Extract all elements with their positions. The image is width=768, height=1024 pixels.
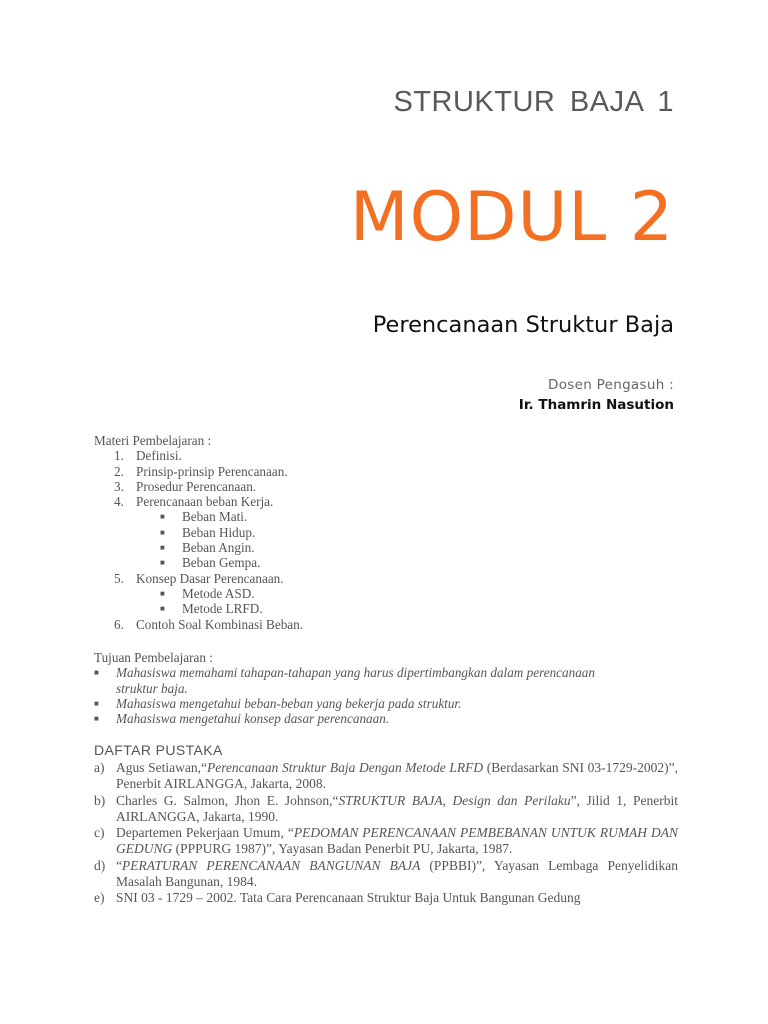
sub-list-item: ■ Beban Angin. — [160, 540, 255, 556]
square-bullet-icon: ■ — [160, 558, 165, 568]
reference-item: c) Departemen Pekerjaan Umum, “PEDOMAN PERENCANAAN PEMBEBANAN UNTUK RUMAH DAN GEDUNG (PPPURG 1987)”, Yayasan Badan Penerbit PU, Jakarta, 1987. — [94, 825, 678, 856]
list-item: 2. Prinsip-prinsip Perencanaan. — [114, 463, 288, 479]
sub-list-item: ■ Beban Hidup. — [160, 524, 256, 540]
sub-list-item: ■ Beban Gempa. — [160, 555, 261, 571]
goals-section — [94, 650, 678, 726]
list-item: ■ Mahasiswa mengetahui konsep dasar perencanaan. — [94, 711, 390, 727]
list-item: 4. Perencanaan beban Kerja. — [114, 494, 274, 510]
course-title: STRUKTUR BAJA 1 — [393, 86, 674, 118]
square-bullet-icon: ■ — [160, 543, 165, 553]
goals-heading: Tujuan Pembelajaran : — [94, 650, 213, 665]
sub-list-item: ■ Metode ASD. — [160, 585, 255, 601]
list-item: 6. Contoh Soal Kombinasi Beban. — [114, 616, 304, 632]
square-bullet-icon: ■ — [160, 588, 165, 598]
reference-item: d) “PERATURAN PERENCANAAN BANGUNAN BAJA (PPBBI)”, Yayasan Lembaga Penyelidikan Masalah Bangunan, 1984. — [94, 857, 678, 889]
reference-item: b) Charles G. Salmon, Jhon E. Johnson,“STRUKTUR BAJA, Design dan Perilaku”, Jilid 1, Penerbit AIRLANGGA, Jakarta, 1990. — [94, 792, 678, 824]
list-item-continuation: struktur baja. — [116, 680, 188, 696]
list-item: ■ Mahasiswa memahami tahapan-tahapan yang harus dipertimbangkan dalam perencanaan — [94, 665, 595, 681]
square-bullet-icon: ■ — [160, 527, 165, 537]
square-bullet-icon: ■ — [94, 714, 99, 724]
materials-heading: Materi Pembelajaran : — [94, 433, 212, 448]
lecturer-name: Ir. Thamrin Nasution — [518, 397, 674, 413]
lecturer-label: Dosen Pengasuh : — [548, 377, 674, 393]
references-heading: DAFTAR PUSTAKA — [94, 742, 223, 758]
sub-list-item: ■ Beban Mati. — [160, 509, 248, 525]
list-item: 1. Definisi. — [114, 448, 182, 464]
reference-item: a) Agus Setiawan,“Perencanaan Struktur Baja Dengan Metode LRFD (Berdasarkan SNI 03-1729-2002)”, Penerbit AIRLANGGA, Jakarta, 2008. — [94, 760, 678, 791]
materials-section — [94, 433, 678, 632]
square-bullet-icon: ■ — [94, 668, 99, 678]
square-bullet-icon: ■ — [160, 604, 165, 614]
references-section — [94, 743, 678, 907]
module-subtitle: Perencanaan Struktur Baja — [372, 312, 674, 338]
module-title: MODUL 2 — [349, 178, 674, 257]
square-bullet-icon: ■ — [160, 512, 165, 522]
list-item: 3. Prosedur Perencanaan. — [114, 478, 257, 494]
list-item: 5. Konsep Dasar Perencanaan. — [114, 570, 284, 586]
square-bullet-icon: ■ — [94, 698, 99, 708]
sub-list-item: ■ Metode LRFD. — [160, 601, 263, 617]
reference-item: e) SNI 03 - 1729 – 2002. Tata Cara Perencanaan Struktur Baja Untuk Bangunan Gedung — [94, 890, 581, 905]
list-item: ■ Mahasiswa mengetahui beban-beban yang bekerja pada struktur. — [94, 695, 462, 711]
